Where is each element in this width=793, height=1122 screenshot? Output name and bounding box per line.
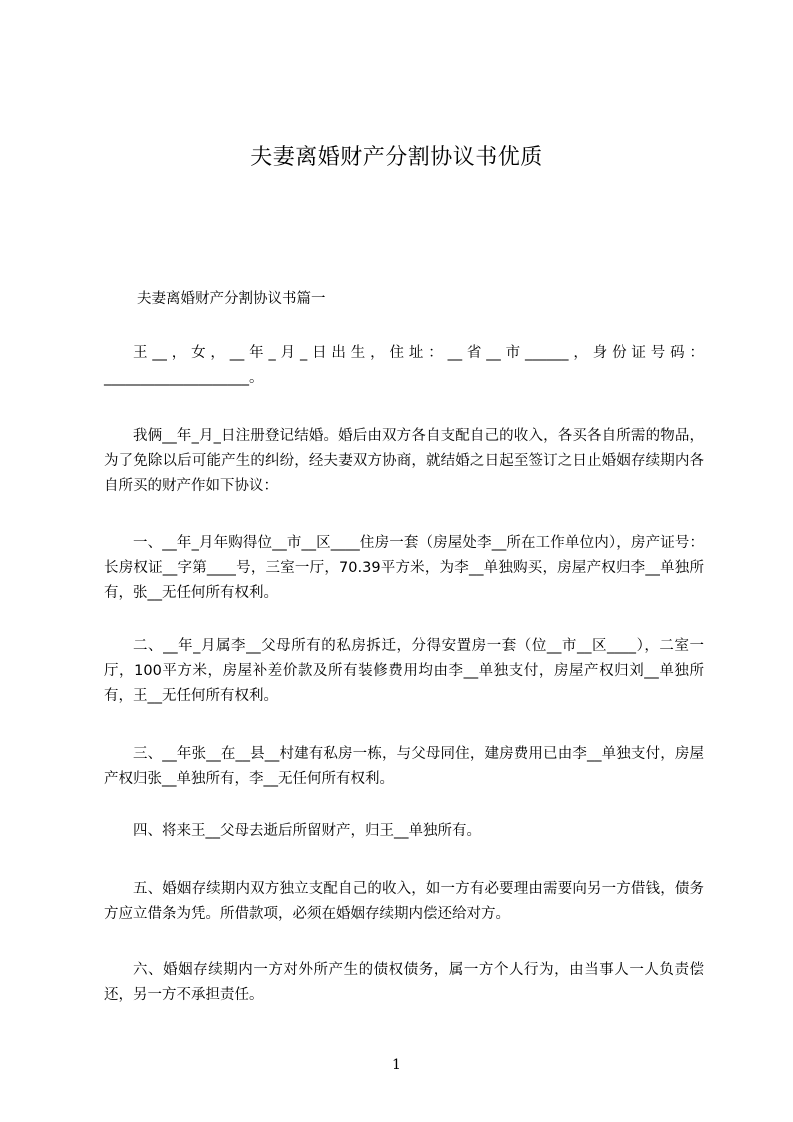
paragraph-clause-6: 六、婚姻存续期内一方对外所产生的债权债务，属一方个人行为，由当事人一人负责偿还，另一方不承担责任。 [104,962,704,1003]
paragraph-clause-5: 五、婚姻存续期内双方独立支配自己的收入，如一方有必要理由需要向另一方借钱，债务方应立借条为凭。所借款项，必须在婚姻存续期内偿还给对方。 [104,881,704,922]
paragraph-clause-4: 四、将来王__父母去逝后所留财产，归王__单独所有。 [133,823,481,839]
paragraph-clause-1: 一、__年_月年购得位__市__区____住房一套（房屋处李__所在工作单位内），房产证号：长房权证__字第____号，三室一厅，70.39平方米，为李__单独购买，房屋产权归李__单独所有，张__无任何所有权利。 [104,535,704,601]
paragraph-clause-2: 二、__年_月属李__父母所有的私房拆迁，分得安置房一套（位__市__区____），二室一厅，100平方米，房屋补差价款及所有装修费用均由李__单独支付，房屋产权归刘__单独所有，王__无任何所有权利。 [104,638,704,704]
document-title: 夫妻离婚财产分割协议书优质 [250,145,543,170]
paragraph-clause-3: 三、__年张__在__县__村建有私房一栋，与父母同住，建房费用已由李__单独支付，房屋产权归张__单独所有，李__无任何所有权利。 [104,746,704,787]
paragraph-marriage-registration: 我俩__年_月_日注册登记结婚。婚后由双方各自支配自己的收入，各买各自所需的物品，为了免除以后可能产生的纠纷，经夫妻双方协商，就结婚之日起至签订之日止婚姻存续期内各自所买的财产作如下协议： [104,428,704,494]
page-number: 1 [392,1057,401,1073]
paragraph-personal-info: 王__，女，__年_月_日出生，住址：__省__市______，身份证号码：____________________。 [104,345,704,386]
section-heading: 夫妻离婚财产分割协议书篇一 [137,291,326,307]
